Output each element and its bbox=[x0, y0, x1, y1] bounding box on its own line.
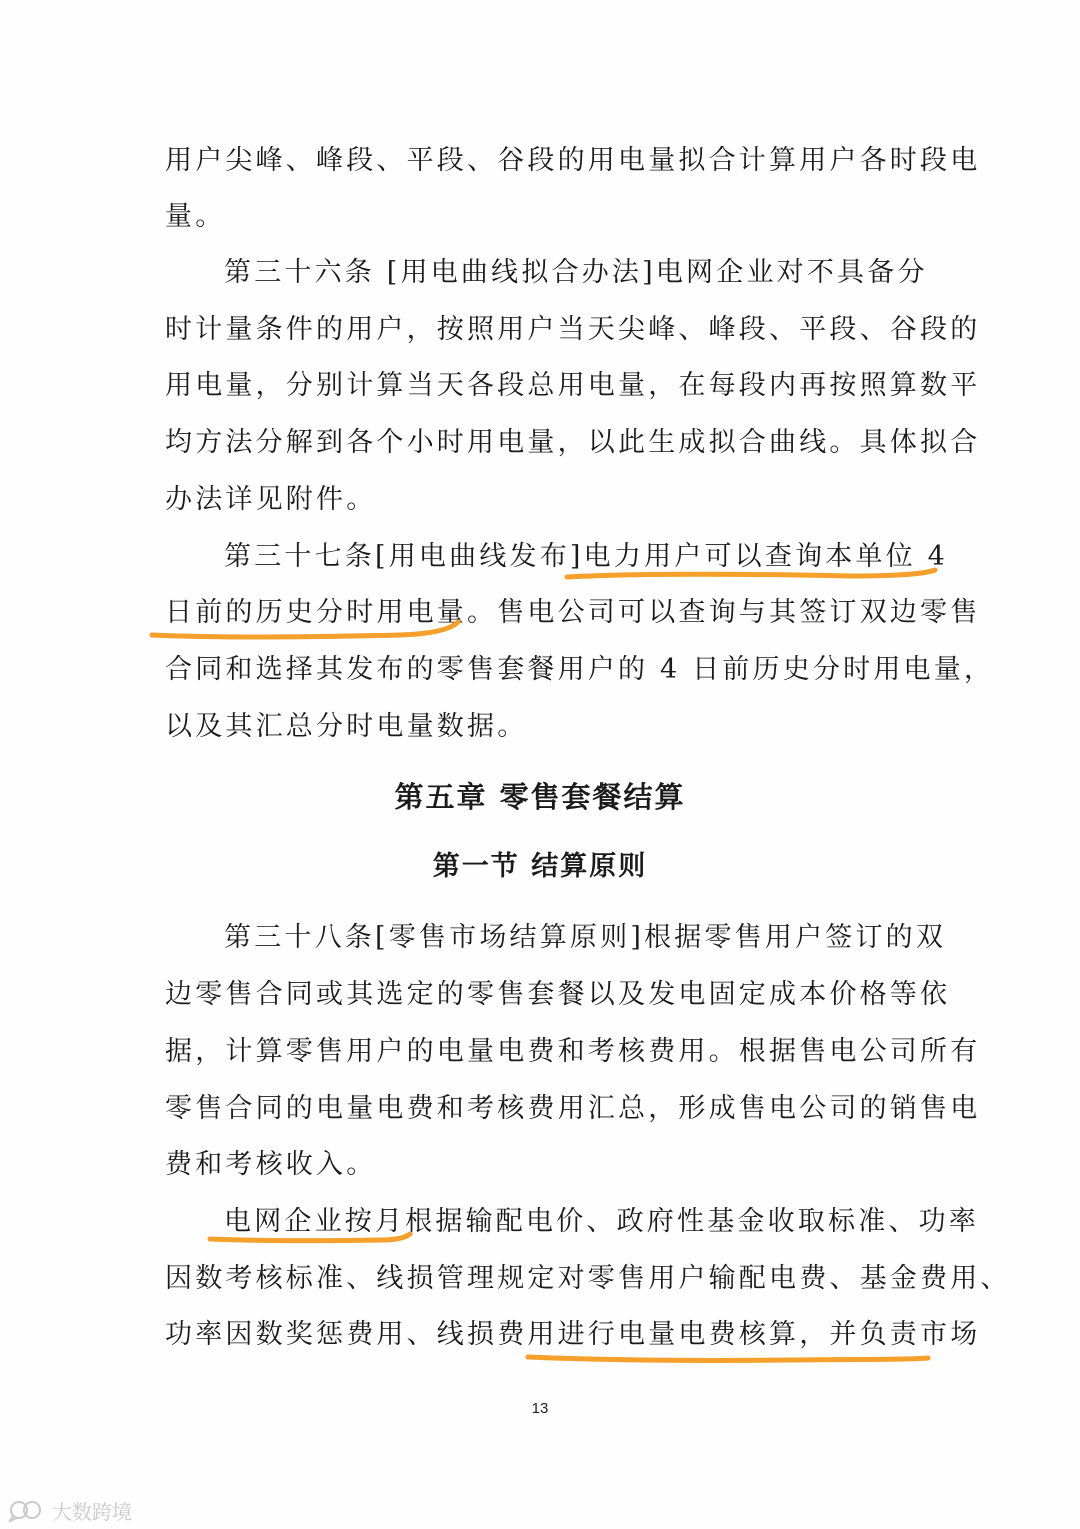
article-36-line: 第三十六条 [用电曲线拟合办法]电网企业对不具备分 bbox=[224, 257, 928, 288]
paragraph-line: 时计量条件的用户，按照用户当天尖峰、峰段、平段、谷段的 bbox=[165, 314, 981, 345]
paragraph-line: 量。 bbox=[165, 201, 226, 232]
chat-bubble-icon bbox=[8, 1498, 48, 1522]
highlight-underline bbox=[528, 1357, 928, 1360]
page-number: 13 bbox=[531, 1400, 549, 1417]
paragraph-line: 边零售合同或其选定的零售套餐以及发电固定成本价格等依 bbox=[165, 979, 951, 1010]
paragraph-line: 合同和选择其发布的零售套餐用户的 4 日前历史分时用电量， bbox=[165, 654, 995, 685]
chapter-heading: 第五章 零售套餐结算 bbox=[394, 780, 686, 814]
section-heading: 第一节 结算原则 bbox=[432, 851, 648, 882]
paragraph-line: 因数考核标准、线损管理规定对零售用户输配电费、基金费用、 bbox=[165, 1263, 1011, 1294]
paragraph-line: 零售合同的电量电费和考核费用汇总，形成售电公司的销售电 bbox=[165, 1093, 981, 1124]
paragraph-line: 日前的历史分时用电量。售电公司可以查询与其签订双边零售 bbox=[165, 597, 981, 628]
paragraph-line: 用户尖峰、峰段、平段、谷段的用电量拟合计算用户各时段电 bbox=[165, 145, 981, 176]
article-37-line: 第三十七条[用电曲线发布]电力用户可以查询本单位 4 bbox=[224, 541, 949, 572]
watermark-text: 大数跨境 bbox=[52, 1499, 132, 1524]
paragraph-line: 费和考核收入。 bbox=[165, 1149, 377, 1180]
paragraph-line: 用电量，分别计算当天各段总用电量，在每段内再按照算数平 bbox=[165, 370, 981, 401]
watermark bbox=[8, 1497, 132, 1523]
paragraph-line: 均方法分解到各个小时用电量，以此生成拟合曲线。具体拟合 bbox=[165, 427, 981, 458]
paragraph-line: 功率因数奖惩费用、线损费用进行电量电费核算，并负责市场 bbox=[165, 1319, 981, 1350]
paragraph-line: 据，计算零售用户的电量电费和考核费用。根据售电公司所有 bbox=[165, 1036, 981, 1067]
paragraph-line: 以及其汇总分时电量数据。 bbox=[165, 711, 528, 742]
paragraph-line: 办法详见附件。 bbox=[165, 484, 377, 515]
article-38-line: 第三十八条[零售市场结算原则]根据零售用户签订的双 bbox=[224, 922, 947, 953]
paragraph-line: 电网企业按月根据输配电价、政府性基金收取标准、功率 bbox=[224, 1206, 979, 1237]
